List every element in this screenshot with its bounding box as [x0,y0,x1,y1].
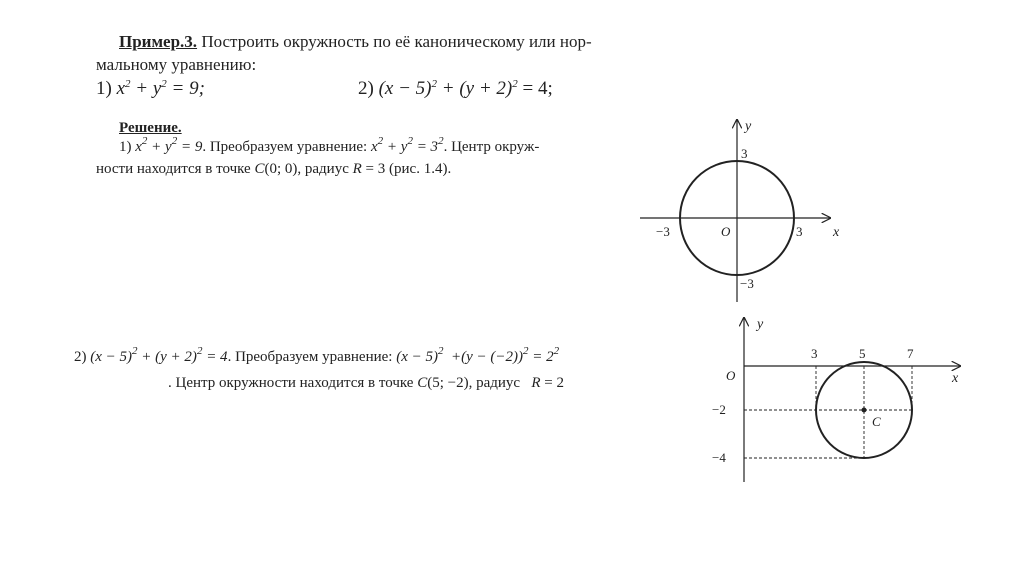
part1-eq2: $x^2 + y^2 = 3^2$ [370,135,444,155]
part1-text-b: . Центр окруж- [443,139,540,155]
y-label: y [745,119,752,134]
tick-y-4: −4 [712,450,726,465]
tick-7: 7 [907,346,914,361]
task-line-1 [119,32,592,52]
tick-x-neg: −3 [656,224,670,239]
tick-y-2: −2 [712,402,726,417]
eq2-tail: = 4; [522,78,553,99]
part2-eq: $(x - 5)^2 + (y + 2)^2 = 4$ [90,345,228,365]
circle-graph-1 [620,112,850,308]
tick-y-pos: 3 [741,146,748,161]
eq1-number: 1) [96,78,112,99]
solution-2-line-1 [74,345,560,366]
part1-eq: $x^2 + y^2 = 9$ [135,135,203,155]
origin-label: O [721,224,731,239]
origin-label-2: O [726,368,736,383]
x-label-2: x [952,371,959,386]
task-text-1: Построить окружность по её каноническому или нор- [201,32,592,51]
part2-line2-b: , радиус [468,375,521,391]
y-label-2: y [757,317,764,332]
part1-radius: R [352,161,362,177]
part1-line2-c: (рис. 1.4). [389,161,452,177]
circle-graph-2 [700,312,970,490]
equation-2 [358,78,553,100]
tick-y-neg: −3 [740,276,754,291]
part1-line2-b: , радиус [297,161,349,177]
solution-1-line-2: ности находится в точке C(0; 0), радиус R = 3 (рис. 1.4). [96,161,452,177]
part1-center: C [254,161,265,177]
center-point [862,408,867,413]
tick-3: 3 [811,346,818,361]
part1-text-a: . Преобразуем уравнение: [202,139,368,155]
eq1-formula: $x^2 + y^2 = 9$; [116,78,205,99]
part1-line2-a: ности находится в точке [96,161,251,177]
example-label: Пример.3. [119,32,198,51]
equation-1 [96,78,205,100]
part1-number: 1) [119,139,132,155]
part2-text-a: . Преобразуем уравнение: [227,349,393,365]
solution-2-line-2: . Центр окружности находится в точке C(5; −2), радиус R = 2 [168,375,564,391]
task-line-2: мальному уравнению: [96,55,257,74]
solution-heading: Решение. [119,120,182,136]
part2-line2-a: . Центр окружности находится в точке [168,375,414,391]
part2-number: 2) [74,349,87,365]
part2-radius: R [531,375,541,391]
tick-x-pos: 3 [796,224,803,239]
part2-center: C [417,375,428,391]
eq2-number: 2) [358,78,374,99]
eq2-formula: $(x - 5)^2 + (y + 2)^2$ [378,78,518,99]
x-label: x [833,225,840,240]
center-label: C [872,414,881,429]
solution-1-line-1 [119,135,540,156]
tick-5: 5 [859,346,866,361]
part2-eq2: $(x - 5)^2 +(y - (-2))^2 = 2^2$ [396,345,560,365]
